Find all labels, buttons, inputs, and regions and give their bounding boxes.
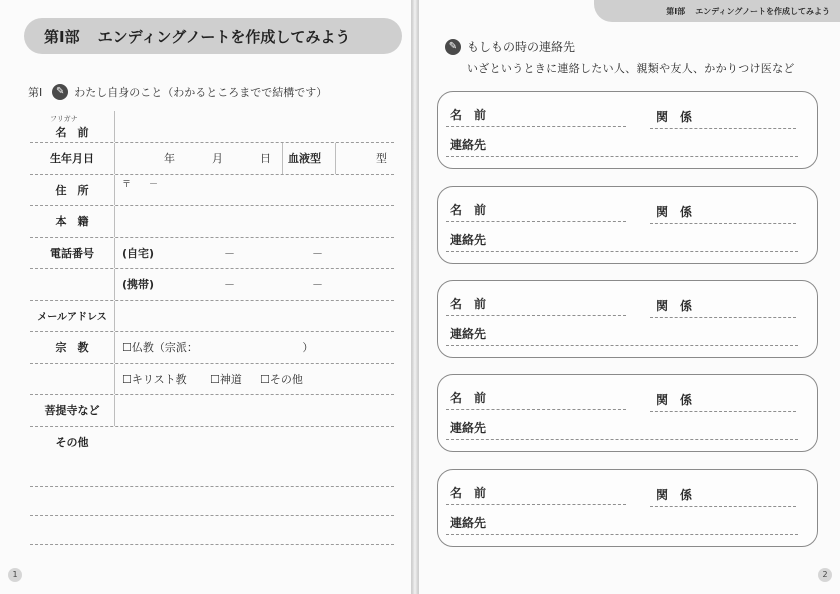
address-label: 住 所	[55, 183, 89, 197]
mobile-phone-label: (携帯)	[122, 278, 155, 292]
contact-card	[437, 186, 818, 264]
phone-label: 電話番号	[50, 246, 94, 260]
furigana-label: フリガナ	[50, 115, 78, 123]
religion-row-2	[30, 364, 394, 396]
pencil-icon: ✎	[52, 84, 68, 100]
page-title	[24, 18, 402, 54]
contact-card	[437, 374, 818, 452]
title-text: エンディングノートを作成してみよう	[97, 27, 351, 46]
other-religion-checkbox[interactable]: ☐その他	[260, 372, 303, 386]
card-relation-field[interactable]	[650, 223, 796, 224]
dash: －	[224, 246, 235, 260]
emergency-title-text: もしもの時の連絡先	[467, 40, 576, 54]
header-text: エンディングノートを作成してみよう	[695, 6, 830, 16]
card-name-field[interactable]	[446, 315, 626, 316]
birthdate-label: 生年月日	[50, 152, 94, 166]
name-field[interactable]	[116, 111, 394, 142]
card-relation-label: 関 係	[656, 110, 693, 124]
address-row	[30, 175, 394, 207]
dash: －	[312, 246, 323, 260]
email-row	[30, 301, 394, 333]
card-name-field[interactable]	[446, 126, 626, 127]
other-line[interactable]	[30, 516, 394, 545]
other-row	[30, 427, 394, 459]
temple-row	[30, 395, 394, 427]
right-page	[418, 0, 840, 594]
card-relation-field[interactable]	[650, 411, 796, 412]
card-relation-label: 関 係	[656, 393, 693, 407]
dash: －	[224, 278, 235, 292]
honseki-field[interactable]	[116, 206, 394, 237]
card-relation-label: 関 係	[656, 488, 693, 502]
card-name-field[interactable]	[446, 409, 626, 410]
name-row	[30, 111, 394, 143]
honseki-label: 本 籍	[55, 215, 89, 229]
personal-info-form	[30, 111, 394, 545]
emergency-title	[445, 38, 575, 55]
card-relation-field[interactable]	[650, 128, 796, 129]
card-name-field[interactable]	[446, 504, 626, 505]
section-text: わたし自身のこと（わかるところまでで結構です）	[74, 86, 328, 99]
card-contact-label: 連絡先	[450, 233, 487, 247]
card-name-label: 名 前	[450, 486, 487, 500]
birthdate-row	[30, 143, 394, 175]
section-heading	[28, 84, 327, 100]
other-line[interactable]	[30, 458, 394, 487]
blood-type-label: 血液型	[288, 152, 321, 166]
shinto-checkbox[interactable]: ☐神道	[210, 372, 242, 386]
card-contact-label: 連絡先	[450, 421, 487, 435]
running-header	[594, 0, 840, 22]
contact-card	[437, 280, 818, 358]
home-phone-label: (自宅)	[122, 246, 155, 260]
card-relation-field[interactable]	[650, 317, 796, 318]
contact-card	[437, 91, 818, 169]
other-label: その他	[55, 436, 89, 450]
card-relation-label: 関 係	[656, 299, 693, 313]
postal-code-mark: 〒 －	[122, 179, 159, 190]
temple-field[interactable]	[116, 395, 394, 426]
emergency-subtitle: いざというときに連絡したい人、親類や友人、かかりつけ医など	[467, 62, 795, 75]
card-relation-field[interactable]	[650, 506, 796, 507]
christian-checkbox[interactable]: ☐キリスト教	[122, 372, 187, 386]
dash: －	[312, 278, 323, 292]
card-contact-field[interactable]	[446, 345, 798, 346]
card-relation-label: 関 係	[656, 205, 693, 219]
phone-home-row	[30, 238, 394, 270]
year-label: 年	[164, 152, 175, 166]
pencil-icon: ✎	[445, 39, 461, 55]
page-number: 1	[8, 568, 22, 582]
other-line[interactable]	[30, 487, 394, 516]
card-contact-label: 連絡先	[450, 516, 487, 530]
day-label: 日	[260, 152, 271, 166]
card-name-label: 名 前	[450, 297, 487, 311]
buddhism-checkbox[interactable]: ☐仏教（宗派： ）	[122, 341, 314, 355]
email-label: メールアドレス	[37, 312, 107, 324]
card-contact-field[interactable]	[446, 251, 798, 252]
blood-unit-label: 型	[376, 152, 387, 166]
card-contact-label: 連絡先	[450, 327, 487, 341]
card-name-label: 名 前	[450, 203, 487, 217]
card-name-label: 名 前	[450, 108, 487, 122]
honseki-row	[30, 206, 394, 238]
card-contact-field[interactable]	[446, 534, 798, 535]
religion-row	[30, 332, 394, 364]
card-name-field[interactable]	[446, 221, 626, 222]
section-number: 第Ⅰ	[28, 86, 43, 99]
left-page	[0, 0, 412, 594]
religion-label: 宗 教	[55, 341, 89, 355]
temple-label: 菩提寺など	[44, 404, 100, 418]
contact-card	[437, 469, 818, 547]
phone-mobile-row	[30, 269, 394, 301]
title-part: 第Ⅰ部	[44, 27, 80, 46]
card-contact-field[interactable]	[446, 439, 798, 440]
month-label: 月	[212, 152, 223, 166]
email-field[interactable]	[116, 301, 394, 332]
address-field[interactable]	[116, 175, 394, 206]
card-contact-field[interactable]	[446, 156, 798, 157]
card-contact-label: 連絡先	[450, 138, 487, 152]
name-label: 名 前	[55, 125, 89, 139]
header-part: 第Ⅰ部	[666, 6, 686, 16]
card-name-label: 名 前	[450, 391, 487, 405]
page-number: 2	[818, 568, 832, 582]
